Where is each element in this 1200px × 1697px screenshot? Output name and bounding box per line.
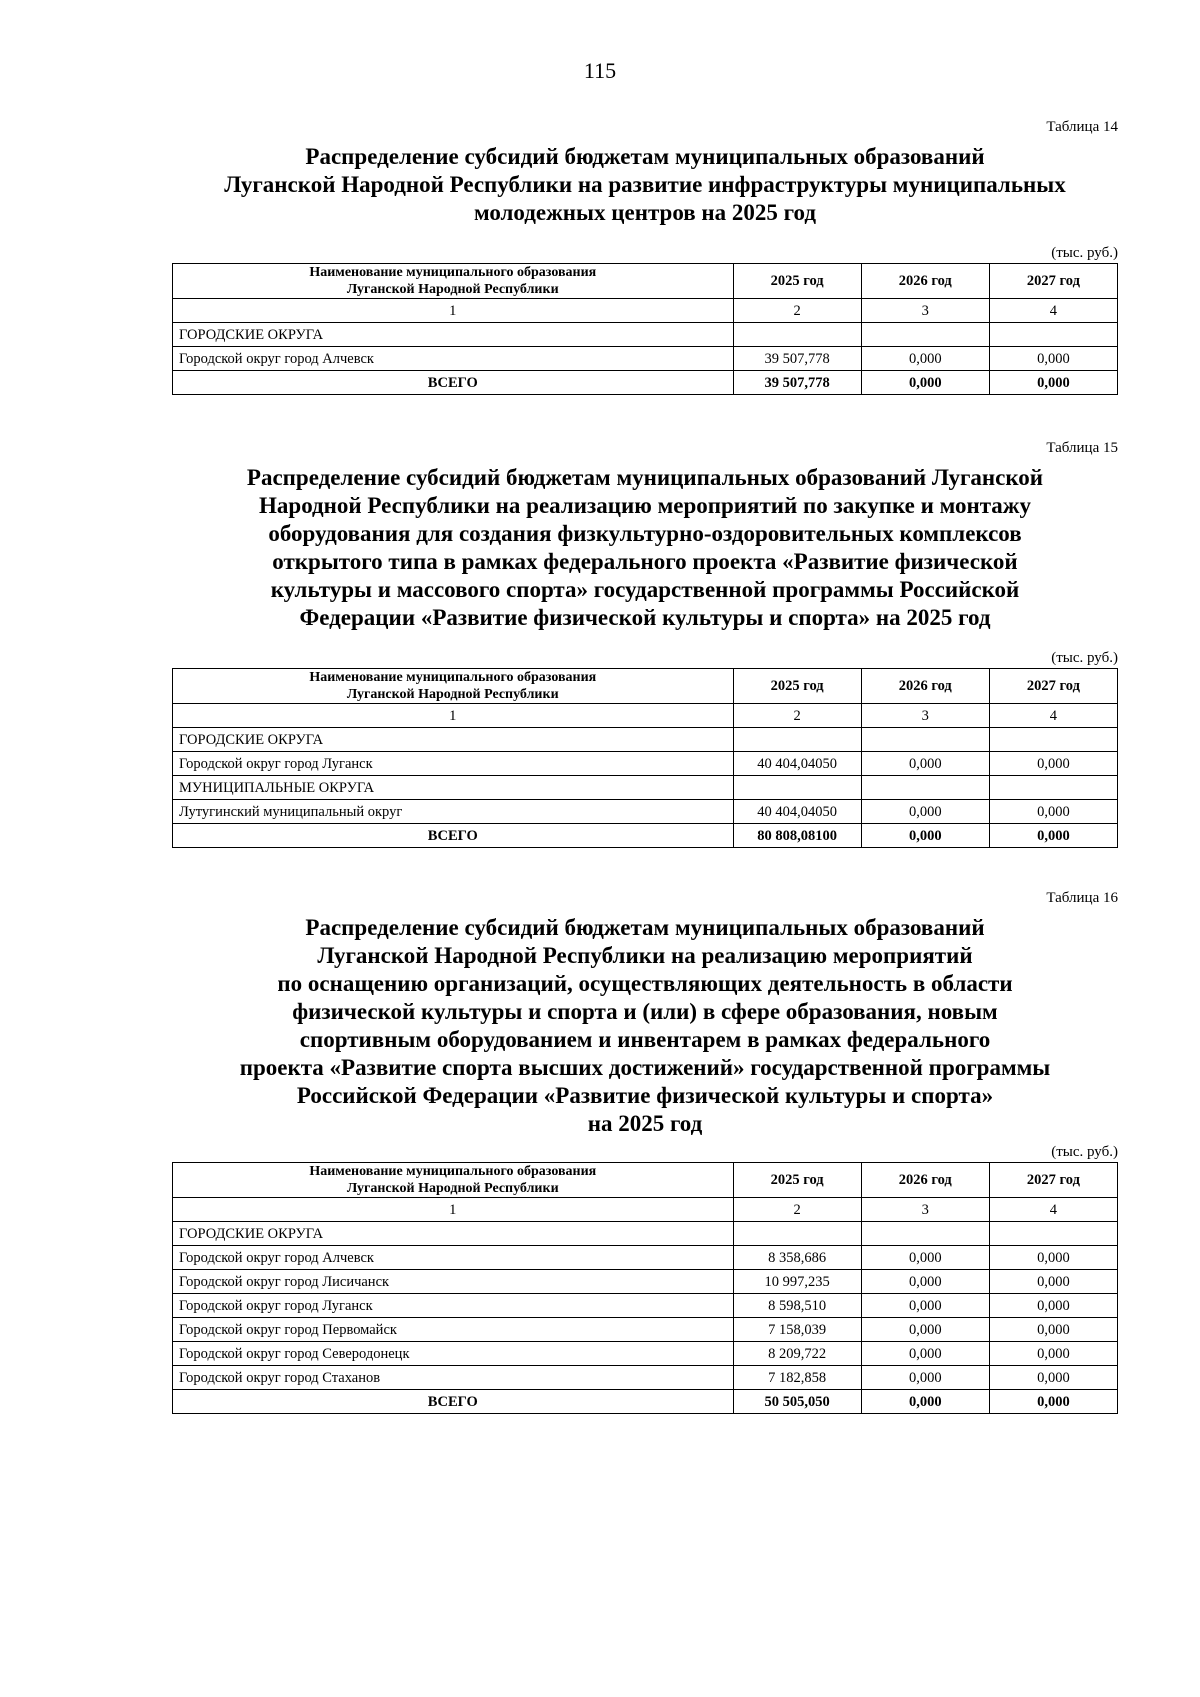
subsidy-table [172,1162,1118,1414]
value-y2027: 0,000 [989,1342,1117,1366]
header-row [173,1163,1118,1198]
group-row [173,776,1118,800]
value-y2026: 0,000 [861,1318,989,1342]
subsidy-table [172,263,1118,395]
row-name: Городской округ город Луганск [173,1294,734,1318]
units-label: (тыс. руб.) [1051,1144,1118,1160]
table-row [173,752,1118,776]
total-label: ВСЕГО [173,824,734,848]
total-label: ВСЕГО [173,1390,734,1414]
value-y2027: 0,000 [989,800,1117,824]
value-y2026: 0,000 [861,800,989,824]
title-line: оборудования для создания физкультурно-оздоровительных комплексов [268,521,1022,546]
value-y2025: 40 404,04050 [733,752,861,776]
value-y2027 [989,323,1117,347]
row-name: Городской округ город Луганск [173,752,734,776]
column-number: 3 [861,299,989,323]
table-label: Таблица 14 [1046,119,1118,135]
title-line: на 2025 год [587,1111,703,1136]
row-name: ГОРОДСКИЕ ОКРУГА [173,323,734,347]
row-name: Городской округ город Северодонецк [173,1342,734,1366]
title-line: Луганской Народной Республики на реализацию мероприятий [317,943,973,968]
subsidy-table [172,668,1118,848]
row-name: Лутугинский муниципальный округ [173,800,734,824]
title-line: Распределение субсидий бюджетам муниципальных образований [305,915,985,940]
value-y2025: 8 209,722 [733,1342,861,1366]
value-y2026: 0,000 [861,1246,989,1270]
row-name: ГОРОДСКИЕ ОКРУГА [173,1222,734,1246]
value-y2027 [989,776,1117,800]
title-line: Луганской Народной Республики на развитие инфраструктуры муниципальных [224,172,1066,197]
table-row [173,800,1118,824]
value-y2027: 0,000 [989,1246,1117,1270]
column-number: 4 [989,299,1117,323]
header-name-line2: Луганской Народной Республики [346,1181,559,1196]
value-y2025: 8 598,510 [733,1294,861,1318]
header-y2027: 2027 год [989,669,1117,704]
header-name-cell [173,669,734,704]
column-number: 3 [861,1198,989,1222]
value-y2027 [989,1222,1117,1246]
table-row [173,1246,1118,1270]
title-line: физической культуры и спорта и (или) в сфере образования, новым [292,999,998,1024]
title-line: открытого типа в рамках федерального проекта «Развитие физической [272,549,1018,574]
value-y2027: 0,000 [989,752,1117,776]
row-name: Городской округ город Лисичанск [173,1270,734,1294]
title-line: культуры и массового спорта» государственной программы Российской [270,577,1020,602]
total-y2025: 50 505,050 [733,1390,861,1414]
header-y2026: 2026 год [861,1163,989,1198]
table-label: Таблица 16 [1046,890,1118,906]
header-y2025: 2025 год [733,264,861,299]
column-number-row [173,299,1118,323]
value-y2027 [989,728,1117,752]
page-number: 115 [583,58,617,83]
title-line: Народной Республики на реализацию мероприятий по закупке и монтажу [259,493,1031,518]
header-name-line1: Наименование муниципального образования [309,670,597,685]
title-line: молодежных центров на 2025 год [473,200,817,225]
title-line: спортивным оборудованием и инвентарем в рамках федерального [299,1027,991,1052]
total-row [173,371,1118,395]
total-y2026: 0,000 [861,824,989,848]
column-number-row [173,1198,1118,1222]
column-number: 3 [861,704,989,728]
value-y2026 [861,728,989,752]
table-title [172,914,1118,1138]
column-number: 2 [733,299,861,323]
header-y2025: 2025 год [733,1163,861,1198]
value-y2025: 10 997,235 [733,1270,861,1294]
title-line: Распределение субсидий бюджетам муниципальных образований [305,144,985,169]
row-name: Городской округ город Стаханов [173,1366,734,1390]
value-y2026: 0,000 [861,347,989,371]
total-y2025: 80 808,08100 [733,824,861,848]
value-y2025: 40 404,04050 [733,800,861,824]
column-number: 2 [733,1198,861,1222]
group-row [173,728,1118,752]
group-row [173,323,1118,347]
column-number: 1 [173,299,734,323]
value-y2025 [733,1222,861,1246]
units-label: (тыс. руб.) [1051,650,1118,666]
header-y2026: 2026 год [861,264,989,299]
table-row [173,347,1118,371]
header-y2027: 2027 год [989,1163,1117,1198]
table-16-block [172,888,1118,1414]
value-y2026: 0,000 [861,1270,989,1294]
value-y2027: 0,000 [989,1294,1117,1318]
column-number: 2 [733,704,861,728]
value-y2026 [861,776,989,800]
row-name: Городской округ город Алчевск [173,347,734,371]
table-row [173,1318,1118,1342]
row-name: Городской округ город Первомайск [173,1318,734,1342]
header-row [173,264,1118,299]
value-y2027: 0,000 [989,1318,1117,1342]
table-15-block [172,438,1118,848]
value-y2025: 7 158,039 [733,1318,861,1342]
total-y2027: 0,000 [989,371,1117,395]
units-label: (тыс. руб.) [1051,245,1118,261]
title-line: Федерации «Развитие физической культуры и спорта» на 2025 год [299,605,991,630]
value-y2025: 8 358,686 [733,1246,861,1270]
value-y2026: 0,000 [861,1342,989,1366]
header-name-line2: Луганской Народной Республики [346,282,559,297]
header-name-cell [173,1163,734,1198]
table-14-block [172,117,1118,395]
table-row [173,1366,1118,1390]
title-line: по оснащению организаций, осуществляющих деятельность в области [277,971,1013,996]
value-y2025: 39 507,778 [733,347,861,371]
value-y2026: 0,000 [861,1294,989,1318]
title-line: проекта «Развитие спорта высших достижений» государственной программы [239,1055,1051,1080]
column-number: 4 [989,1198,1117,1222]
column-number-row [173,704,1118,728]
row-name: ГОРОДСКИЕ ОКРУГА [173,728,734,752]
table-label: Таблица 15 [1046,440,1118,456]
value-y2027: 0,000 [989,347,1117,371]
table-row [173,1342,1118,1366]
title-line: Распределение субсидий бюджетам муниципальных образований Луганской [246,465,1044,490]
table-title [172,143,1118,227]
total-row [173,1390,1118,1414]
column-number: 1 [173,704,734,728]
total-label: ВСЕГО [173,371,734,395]
row-name: Городской округ город Алчевск [173,1246,734,1270]
column-number: 1 [173,1198,734,1222]
header-row [173,669,1118,704]
table-row [173,1294,1118,1318]
column-number: 4 [989,704,1117,728]
value-y2026 [861,1222,989,1246]
value-y2026: 0,000 [861,1366,989,1390]
header-y2027: 2027 год [989,264,1117,299]
total-y2026: 0,000 [861,371,989,395]
title-line: Российской Федерации «Развитие физической культуры и спорта» [296,1083,994,1108]
header-y2026: 2026 год [861,669,989,704]
value-y2025 [733,323,861,347]
header-name-line2: Луганской Народной Республики [346,687,559,702]
value-y2027: 0,000 [989,1270,1117,1294]
total-y2026: 0,000 [861,1390,989,1414]
header-y2025: 2025 год [733,669,861,704]
value-y2026: 0,000 [861,752,989,776]
total-y2027: 0,000 [989,1390,1117,1414]
table-row [173,1270,1118,1294]
table-title [172,464,1118,632]
total-row [173,824,1118,848]
value-y2026 [861,323,989,347]
value-y2025: 7 182,858 [733,1366,861,1390]
header-name-cell [173,264,734,299]
row-name: МУНИЦИПАЛЬНЫЕ ОКРУГА [173,776,734,800]
header-name-line1: Наименование муниципального образования [309,265,597,280]
value-y2027: 0,000 [989,1366,1117,1390]
value-y2025 [733,776,861,800]
total-y2027: 0,000 [989,824,1117,848]
value-y2025 [733,728,861,752]
total-y2025: 39 507,778 [733,371,861,395]
group-row [173,1222,1118,1246]
header-name-line1: Наименование муниципального образования [309,1164,597,1179]
